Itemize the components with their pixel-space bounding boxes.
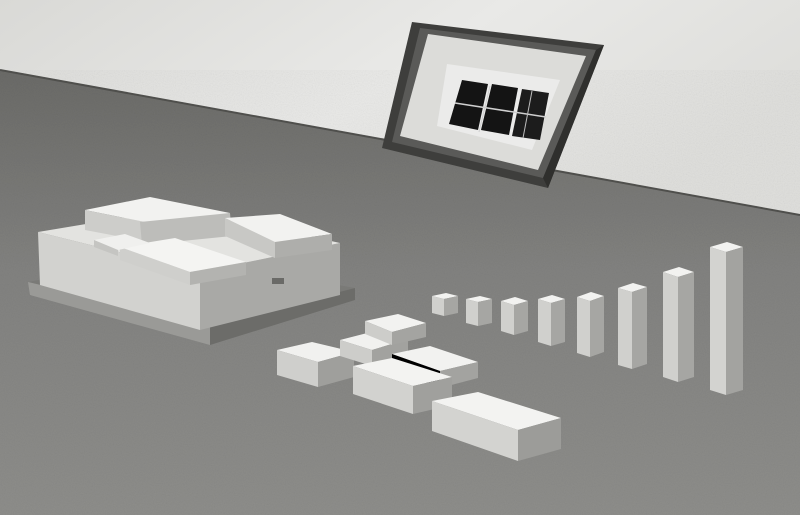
column-block: [466, 296, 492, 326]
column-block: [710, 242, 743, 395]
column-block: [618, 283, 647, 369]
column-block: [577, 292, 604, 357]
column-block: [538, 295, 565, 346]
column-block: [501, 297, 528, 335]
column-block: [432, 293, 458, 316]
box-latch: [272, 278, 284, 284]
column-block: [663, 267, 694, 382]
